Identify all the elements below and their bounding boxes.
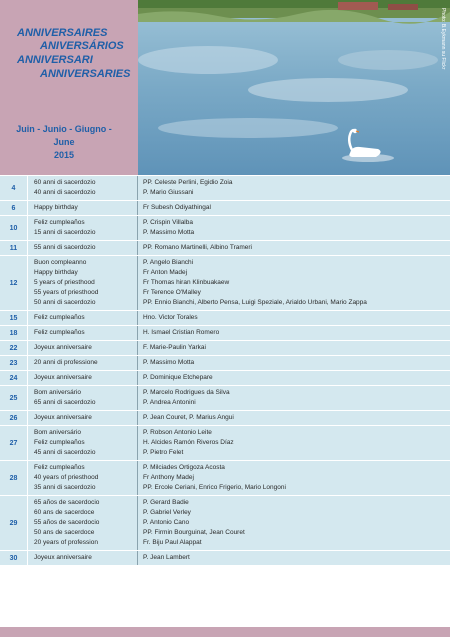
day-number: 11 — [0, 241, 28, 255]
table-row — [0, 386, 450, 411]
occasion-text: Joyeux anniversaire — [34, 374, 92, 381]
occasion-text: 20 anni di professione — [34, 359, 98, 366]
occasion-cell — [34, 201, 138, 215]
occasion-text: 50 anni di sacerdozio — [34, 299, 96, 306]
occasion-cell — [34, 551, 138, 565]
day-number: 30 — [0, 551, 28, 565]
occasion-text: 15 anni di sacerdozio — [34, 229, 96, 236]
table-row — [0, 311, 450, 326]
date-heading — [14, 123, 114, 162]
swan-lake-illustration — [138, 0, 450, 175]
occasion-text: Feliz cumpleaños — [34, 439, 85, 446]
footer-bar — [0, 627, 450, 637]
occasion-text: 50 ans de sacerdoce — [34, 529, 95, 536]
table-row — [0, 256, 450, 311]
occasion-text: 55 years of priesthood — [34, 289, 99, 296]
occasion-text: Feliz cumpleaños — [34, 464, 85, 471]
person-name: Fr Anton Madej — [143, 269, 188, 276]
names-cell — [138, 216, 450, 240]
names-cell — [138, 201, 450, 215]
day-number: 23 — [0, 356, 28, 370]
table-row — [0, 216, 450, 241]
person-name: H. Alcides Ramón Riveros Díaz — [143, 439, 234, 446]
occasion-cell — [34, 461, 138, 495]
person-name: Fr. Biju Paul Alappat — [143, 539, 202, 546]
person-name: P. Robson Antonio Leite — [143, 429, 212, 436]
names-cell — [138, 551, 450, 565]
names-cell — [138, 176, 450, 200]
person-name: P. Jean Lambert — [143, 554, 190, 561]
person-name: P. Gerard Badie — [143, 499, 189, 506]
day-number: 26 — [0, 411, 28, 425]
title-english: ANNIVERSARIES — [40, 68, 131, 80]
names-cell — [138, 326, 450, 340]
day-number: 15 — [0, 311, 28, 325]
occasion-text: 55 años de sacerdocio — [34, 519, 100, 526]
names-cell — [138, 356, 450, 370]
occasion-text: 20 years of profession — [34, 539, 98, 546]
person-name: F. Marie-Paulin Yarkai — [143, 344, 206, 351]
person-name: P. Gabriel Verley — [143, 509, 191, 516]
person-name: P. Dominique Etchepare — [143, 374, 213, 381]
title-portuguese: ANIVERSÁRIOS — [40, 40, 124, 52]
person-name: P. Jean Couret, P. Marius Angui — [143, 414, 234, 421]
names-cell — [138, 496, 450, 550]
table-row — [0, 411, 450, 426]
day-number: 22 — [0, 341, 28, 355]
header — [0, 0, 450, 175]
names-cell — [138, 371, 450, 385]
occasion-text: Bom aniversário — [34, 429, 81, 436]
person-name: PP. Romano Martinelli, Albino Trameri — [143, 244, 252, 251]
table-row — [0, 326, 450, 341]
occasion-cell — [34, 311, 138, 325]
person-name: P. Milciades Ortigoza Acosta — [143, 464, 225, 471]
person-name: PP. Ennio Bianchi, Alberto Pensa, Luigi Speziale, Arialdo Urbani, Mario Zappa — [143, 299, 367, 306]
day-number: 4 — [0, 176, 28, 200]
occasion-cell — [34, 426, 138, 460]
occasion-cell — [34, 411, 138, 425]
person-name: Fr Terence O'Malley — [143, 289, 201, 296]
table-row — [0, 496, 450, 551]
occasion-text: 35 anni di sacerdozio — [34, 484, 96, 491]
occasion-text: 40 years of priesthood — [34, 474, 99, 481]
names-cell — [138, 411, 450, 425]
day-number: 24 — [0, 371, 28, 385]
person-name: Hno. Victor Torales — [143, 314, 198, 321]
occasion-cell — [34, 176, 138, 200]
names-cell — [138, 341, 450, 355]
title-italian: ANNIVERSARI — [17, 54, 93, 66]
occasion-text: Buon compleanno — [34, 259, 87, 266]
table-row — [0, 201, 450, 216]
names-cell — [138, 311, 450, 325]
person-name: PP. Celeste Perlini, Egidio Zoia — [143, 179, 233, 186]
title-panel — [0, 0, 138, 175]
occasion-text: Bom aniversário — [34, 389, 81, 396]
photo-credit: Photo: B.Eykmann su Flickr — [440, 8, 446, 70]
occasion-text: Joyeux anniversaire — [34, 414, 92, 421]
person-name: P. Massimo Motta — [143, 229, 195, 236]
person-name: P. Crispin Villalba — [143, 219, 193, 226]
table-row — [0, 241, 450, 256]
occasion-cell — [34, 216, 138, 240]
occasion-text: 55 anni di sacerdozio — [34, 244, 96, 251]
occasion-text: 65 anni di sacerdozio — [34, 399, 96, 406]
person-name: P. Massimo Motta — [143, 359, 195, 366]
names-cell — [138, 241, 450, 255]
occasion-text: 45 anni di sacerdozio — [34, 449, 96, 456]
person-name: P. Mario Giussani — [143, 189, 194, 196]
occasion-cell — [34, 356, 138, 370]
table-row — [0, 551, 450, 566]
names-cell — [138, 426, 450, 460]
person-name: P. Marcelo Rodrigues da Silva — [143, 389, 230, 396]
occasion-text: 60 anni di sacerdozio — [34, 179, 96, 186]
occasion-text: Feliz cumpleaños — [34, 329, 85, 336]
day-number: 18 — [0, 326, 28, 340]
table-row — [0, 356, 450, 371]
occasion-text: 60 ans de sacerdoce — [34, 509, 95, 516]
names-cell — [138, 256, 450, 310]
occasion-cell — [34, 256, 138, 310]
occasion-cell — [34, 241, 138, 255]
person-name: Fr Anthony Madej — [143, 474, 194, 481]
table-row — [0, 341, 450, 356]
day-number: 12 — [0, 256, 28, 310]
day-number: 29 — [0, 496, 28, 550]
occasion-cell — [34, 496, 138, 550]
occasion-text: Joyeux anniversaire — [34, 554, 92, 561]
day-number: 28 — [0, 461, 28, 495]
occasion-text: 65 años de sacerdocio — [34, 499, 100, 506]
person-name: P. Pietro Felet — [143, 449, 184, 456]
person-name: PP. Firmin Bourguinat, Jean Couret — [143, 529, 245, 536]
names-cell — [138, 386, 450, 410]
occasion-cell — [34, 371, 138, 385]
person-name: PP. Ercole Ceriani, Enrico Frigerio, Mario Longoni — [143, 484, 286, 491]
occasion-cell — [34, 326, 138, 340]
occasion-text: 5 years of priesthood — [34, 279, 95, 286]
day-number: 10 — [0, 216, 28, 240]
swan-lake-photo — [138, 0, 450, 175]
table-row — [0, 426, 450, 461]
day-number: 25 — [0, 386, 28, 410]
person-name: P. Andrea Antonini — [143, 399, 196, 406]
person-name: Fr Subesh Odiyathingal — [143, 204, 211, 211]
anniversary-table — [0, 176, 450, 566]
names-cell — [138, 461, 450, 495]
occasion-text: Joyeux anniversaire — [34, 344, 92, 351]
year-label: 2015 — [53, 150, 75, 160]
occasion-text: Happy birthday — [34, 269, 78, 276]
table-row — [0, 461, 450, 496]
occasion-text: Feliz cumpleaños — [34, 219, 85, 226]
months-label: Juin - Junio - Giugno - June — [16, 124, 112, 147]
occasion-text: 40 anni di sacerdozio — [34, 189, 96, 196]
day-number: 27 — [0, 426, 28, 460]
occasion-text: Feliz cumpleaños — [34, 314, 85, 321]
occasion-cell — [34, 341, 138, 355]
person-name: P. Angelo Bianchi — [143, 259, 194, 266]
title-french: ANNIVERSAIRES — [17, 27, 108, 39]
day-number: 6 — [0, 201, 28, 215]
table-row — [0, 371, 450, 386]
person-name: P. Antonio Cano — [143, 519, 190, 526]
occasion-cell — [34, 386, 138, 410]
person-name: H. Ismael Cristian Romero — [143, 329, 220, 336]
occasion-text: Happy birthday — [34, 204, 78, 211]
person-name: Fr Thomas hiran Klinbuakaew — [143, 279, 230, 286]
table-row — [0, 176, 450, 201]
